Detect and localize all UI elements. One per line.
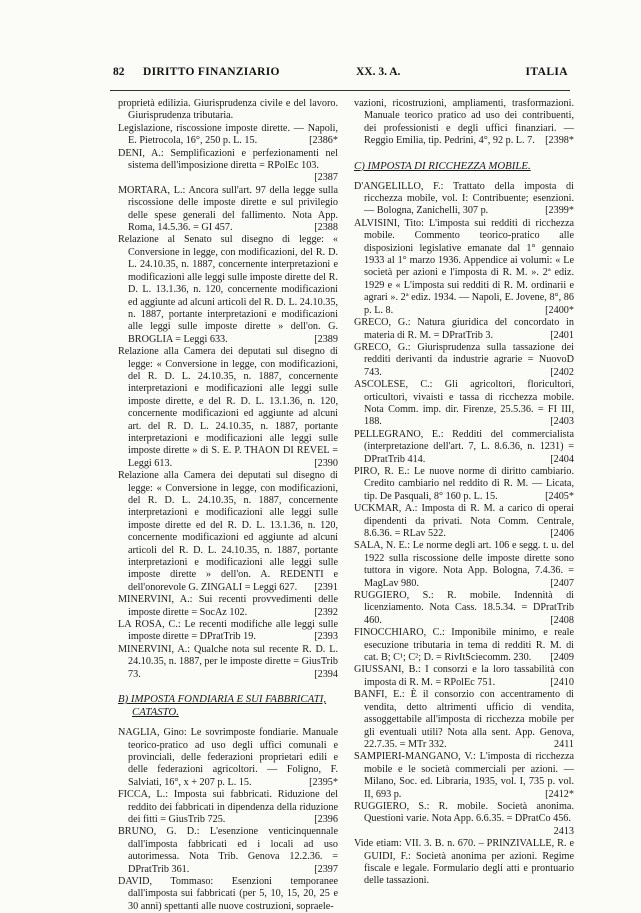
- running-title: DIRITTO FINANZIARIO: [143, 66, 280, 78]
- entry-reference-number: [2401: [550, 329, 574, 341]
- entry-reference-number: [2390: [314, 457, 338, 469]
- entry-reference-number: 2411: [554, 738, 574, 750]
- bibliography-entry: [354, 342, 574, 379]
- bibliography-entry: [354, 503, 574, 540]
- bibliography-entry: [118, 727, 338, 789]
- bibliography-entry: [354, 540, 574, 590]
- right-top-entries: [354, 98, 574, 148]
- entry-text: RUGGIERO, S.: R. mobile. Indennità di licenziamento. Nota Cass. 18.5.34. = DPratTrib 460.: [354, 590, 574, 626]
- bibliography-entry: [354, 429, 574, 466]
- bibliography-entry: [118, 644, 338, 681]
- entry-reference-number: [2404: [550, 453, 574, 465]
- bibliography-entry: [118, 594, 338, 619]
- entry-reference-number: [2397: [314, 863, 338, 875]
- bibliography-entry: [118, 148, 338, 185]
- entry-text: MINERVINI, A.: Qualche nota sul recente R. D. L. 24.10.35, n. 1887, per le imposte dirette = GiusTrib 73.: [118, 643, 338, 680]
- bibliography-entry: [354, 317, 574, 342]
- right-column: [354, 98, 574, 888]
- bibliography-entry: [118, 619, 338, 644]
- entry-text: BRUNO, G. D.: L'esenzione venticinquennale dall'imposta fabbricati ed i locali ad uso autorimessa. Nota Trib. Genova 12.2.36. = DPratTrib 361.: [118, 826, 338, 875]
- entry-text: PIRO, R. E.: Le nuove norme di diritto cambiario. Credito cambiario nel reddito di R. M. — Licata, tip. De Pasquali, 8° 160 p. L. 15.: [354, 465, 574, 502]
- bibliography-entry: [118, 185, 338, 235]
- entry-reference-number: [2394: [314, 668, 338, 680]
- entry-reference-number: [2399*: [545, 205, 574, 217]
- bibliography-entry: [354, 98, 574, 148]
- bibliography-entry: [118, 98, 338, 123]
- entry-reference-number: [2396: [314, 813, 338, 825]
- entry-text: GRECO, G.: Natura giuridica del concordato in materia di R. M. = DPratTrib 3.: [354, 317, 574, 341]
- vide-etiam: Vide etiam: VII. 3. B. n. 670. – PRINZIVALLE, R. e GUIDI, F.: Società anonima per azioni. Regime fiscale e legale. Formulario degli atti e prontuario delle tassazioni.: [354, 838, 574, 887]
- entry-reference-number: [2409: [550, 652, 574, 664]
- entry-reference-number: [2410: [550, 676, 574, 688]
- entry-text: NAGLIA, Gino: Le sovrimposte fondiarie. Manuale teorico-pratico ad uso degli uffici comunali e provinciali, delle federazioni proprietari edili e delle federazioni agricoltori. — Foligno, F. Salviati, 16°, x + 207 p. L. 15.: [118, 727, 338, 788]
- bibliography-entry: [118, 876, 338, 913]
- entry-reference-number: [2403: [550, 416, 574, 428]
- section-c-entries: [354, 181, 574, 839]
- page-number: 82: [113, 66, 125, 78]
- entry-text: MORTARA, L.: Ancora sull'art. 97 della legge sulla riscossione delle imposte dirette e sul privilegio delle spese generali del fallimento. Nota App. Roma, 14.5.36. = GI 457.: [118, 184, 338, 234]
- entry-reference-number: [2386*: [309, 135, 338, 147]
- entry-text: Relazione al Senato sul disegno di legge: « Conversione in legge, con modificazioni, del R. D. L. 24.10.35, n. 1887, concernente interpretazioni e modificazioni alle leggi sulle imposte dirette del R. D. L. 13.1.36, n. 120, concernente modificazioni ed aggiunte ad alcuni articoli del R. D. L. 24.10.35, n. 1887, portante interpretazioni e modificazioni alle leggi sulle imposte dirette » dell'on. G. BROGLIA = Leggi 633.: [118, 234, 338, 345]
- entry-text: ASCOLESE, C.: Gli agricoltori, floricultori, orticultori, vivaisti e tassa di ricchezza mobile. Nota Comm. imp. dir. Firenze, 25.5.36. = FI III, 188.: [354, 379, 574, 428]
- entry-text: Relazione alla Camera dei deputati sul disegno di legge: « Conversione in legge, con modificazioni, del R. D. L. 24.10.35, n. 1887, concernente interpretazioni e modificazioni alle leggi sulle imposte dirette ed del R. D. L. 13.1.36, n. 120, concernente modificazioni ed aggiunte ad alcuni articoli del R. D. L. 24.10.35, n. 1887, portante interpretazioni e modificazioni alle leggi sulle imposte dirette » dell'on. A. REDENTI e dell'onorevole G. ZINGALI = Leggi 627.: [118, 470, 338, 593]
- entry-reference-number: [2407: [550, 577, 574, 589]
- entry-reference-number: [2391: [314, 581, 338, 593]
- bibliography-entry: [118, 826, 338, 876]
- bibliography-entry: [354, 801, 574, 838]
- entry-text: FICCA, L.: Imposta sui fabbricati. Riduzione del reddito dei fabbricati in dipendenza della riduzione dei fitti = GiusTrib 725.: [118, 789, 338, 825]
- entry-reference-number: [2400*: [545, 304, 574, 316]
- country-label: ITALIA: [525, 66, 568, 78]
- header-rule: [110, 90, 570, 91]
- entry-text: UCKMAR, A.: Imposta di R. M. a carico di operai dipendenti da privati. Nota Comm. Centrale, 8.6.36. = RLav 522.: [354, 503, 574, 539]
- entry-text: vazioni, ricostruzioni, ampliamenti, trasformazioni. Manuale teorico pratico ad uso dei contribuenti, dei professionisti e degli uffici finanziari. — Reggio Emilia, tip. Pedrini, 4°, 92 p. L. 7.: [354, 98, 574, 147]
- entry-text: MINERVINI, A.: Sui recenti provvedimenti delle imposte dirette = SocAz 102.: [118, 594, 338, 618]
- section-b-entries: [118, 727, 338, 913]
- entry-text: ALVISINI, Tito: L'imposta sui redditi di ricchezza mobile. Commento teorico-pratico alle disposizioni legislative emanate dal 1° gennaio 1933 al 1° marzo 1936. Appendice ai volumi: « Le società per azioni e l'imposta di R. M. ». 2ª ediz. 1929 e « L'imposta sui redditi di R. M. ordinarii e agrari ». 2ª ediz. 1934. — Napoli, E. Jovene, 8°, 86 p. L. 8.: [354, 217, 574, 316]
- entry-reference-number: [2393: [314, 631, 338, 643]
- entry-reference-number: [2406: [550, 528, 574, 539]
- entry-reference-number: [2402: [550, 366, 574, 378]
- bibliography-entry: [354, 181, 574, 218]
- bibliography-entry: [354, 689, 574, 751]
- entry-reference-number: [2387: [314, 172, 338, 184]
- entry-reference-number: [2405*: [545, 490, 574, 502]
- entry-reference-number: [2412*: [545, 788, 574, 800]
- entry-text: BANFI, E.: È il consorzio con accentramento di vendita, detto altrimenti ufficio di vendita, assoggettabile all'imposta di ricchezza mobile per gli eventuali utili? Nota alla sent. App. Genova, 22.7.35. = MTr 332.: [354, 689, 574, 750]
- entry-reference-number: [2392: [314, 606, 338, 618]
- entry-text: GIUSSANI, B.: I consorzi e la loro tassabilità con imposta di R. M. = RPolEc 751.: [354, 664, 574, 688]
- entry-text: GRECO, G.: Giurisprudenza sulla tassazione dei redditi derivanti da industrie agrarie = NuovoD 743.: [354, 341, 574, 378]
- entry-text: DENI, A.: Semplificazioni e perfezionamenti nel sistema dell'imposizione diretta = RPolEc 103.: [118, 147, 338, 172]
- volume-label: XX. 3. A.: [356, 66, 401, 78]
- entry-reference-number: [2389: [314, 333, 338, 345]
- bibliography-entry: [354, 218, 574, 317]
- section-c-title: C) IMPOSTA DI RICCHEZZA MOBILE.: [354, 159, 531, 172]
- entry-text: FINOCCHIARO, C.: Imponibile minimo, e reale esecuzione tributaria in tema di redditi R. M. di cat. B; C¹; C²; D. = RivItSciecomm. 230.: [354, 627, 574, 664]
- entry-reference-number: [2398*: [545, 135, 574, 147]
- entry-text: Legislazione, riscossione imposte dirette. — Napoli, E. Pietrocola, 16°, 250 p. L. 15.: [118, 122, 338, 147]
- entry-reference-number: [2395*: [309, 776, 338, 788]
- entry-text: Relazione alla Camera dei deputati sul disegno di legge: « Conversione in legge, con modificazioni, del R. D. L. 24.10.35, n. 1887, concernente interpretazioni e modificazioni alle leggi sulle imposte dirette, e del R. D. L. 13.1.36, n. 120, concernente modificazioni ed aggiunte ad alcuni art. del R. D. L. 24.10.35, n. 1887, portante interpretazioni e modificazioni alle leggi sulle imposte dirette » di S. E. P. THAON DI REVEL = Leggi 613.: [118, 346, 338, 469]
- entry-text: DAVID, Tommaso: Esenzioni temporanee dall'imposta sui fabbricati (per 5, 10, 15, 20, 25 e 30 anni) spettanti alle nuove costruzioni, sopraele-: [118, 875, 338, 912]
- bibliography-entry: [354, 751, 574, 801]
- bibliography-entry: [354, 590, 574, 627]
- entry-text: D'ANGELILLO, F.: Trattato della imposta di ricchezza mobile, vol. I: Contribuente; esenzioni. — Bologna, Zanichelli, 307 p.: [354, 180, 574, 217]
- entry-text: PELLEGRANO, E.: Redditi del commercialista (interpretazione dell'art. 7, L. 8.6.36, n. 1231) = DPratTrib 414.: [354, 428, 574, 465]
- entry-text: SAMPIERI-MANGANO, V.: L'imposta di ricchezza mobile e le società commerciali per azioni. — Milano, Soc. ed. Libraria, 1935, vol. I, 735 p. vol. II, 693 p.: [354, 751, 574, 800]
- entry-reference-number: [2388: [314, 222, 338, 234]
- entry-text: proprietà edilizia. Giurisprudenza civile e del lavoro. Giurisprudenza tributaria.: [118, 98, 338, 122]
- left-entries: [118, 98, 338, 681]
- entry-text: SALA, N. E.: Le norme degli art. 106 e segg. t. u. del 1922 sulla riscossione delle imposte dirette sono tuttora in vigore. Nota App. Bologna, 7.4.36. = MagLav 980.: [354, 540, 574, 589]
- section-b-title: B) IMPOSTA FONDIARIA E SUI FABBRICATI, CATASTO.: [118, 693, 327, 719]
- bibliography-entry: [118, 123, 338, 148]
- bibliography-entry: [354, 627, 574, 664]
- bibliography-entry: [354, 379, 574, 429]
- left-column: [118, 98, 338, 913]
- entry-text: RUGGIERO, S.: R. mobile. Società anonima. Questioni varie. Nota App. 6.6.35. = DPratCo 456.: [354, 800, 574, 825]
- entry-text: LA ROSA, C.: Le recenti modifiche alle leggi sulle imposte dirette = DPratTrib 19.: [118, 619, 338, 643]
- page-header: [113, 66, 568, 84]
- entry-reference-number: [2408: [550, 614, 574, 626]
- bibliography-entry: [118, 346, 338, 470]
- entry-reference-number: 2413: [553, 825, 574, 837]
- bibliography-entry: [354, 664, 574, 689]
- bibliography-entry: [118, 789, 338, 826]
- bibliography-entry: [354, 466, 574, 503]
- bibliography-entry: [118, 470, 338, 594]
- bibliography-entry: [118, 234, 338, 346]
